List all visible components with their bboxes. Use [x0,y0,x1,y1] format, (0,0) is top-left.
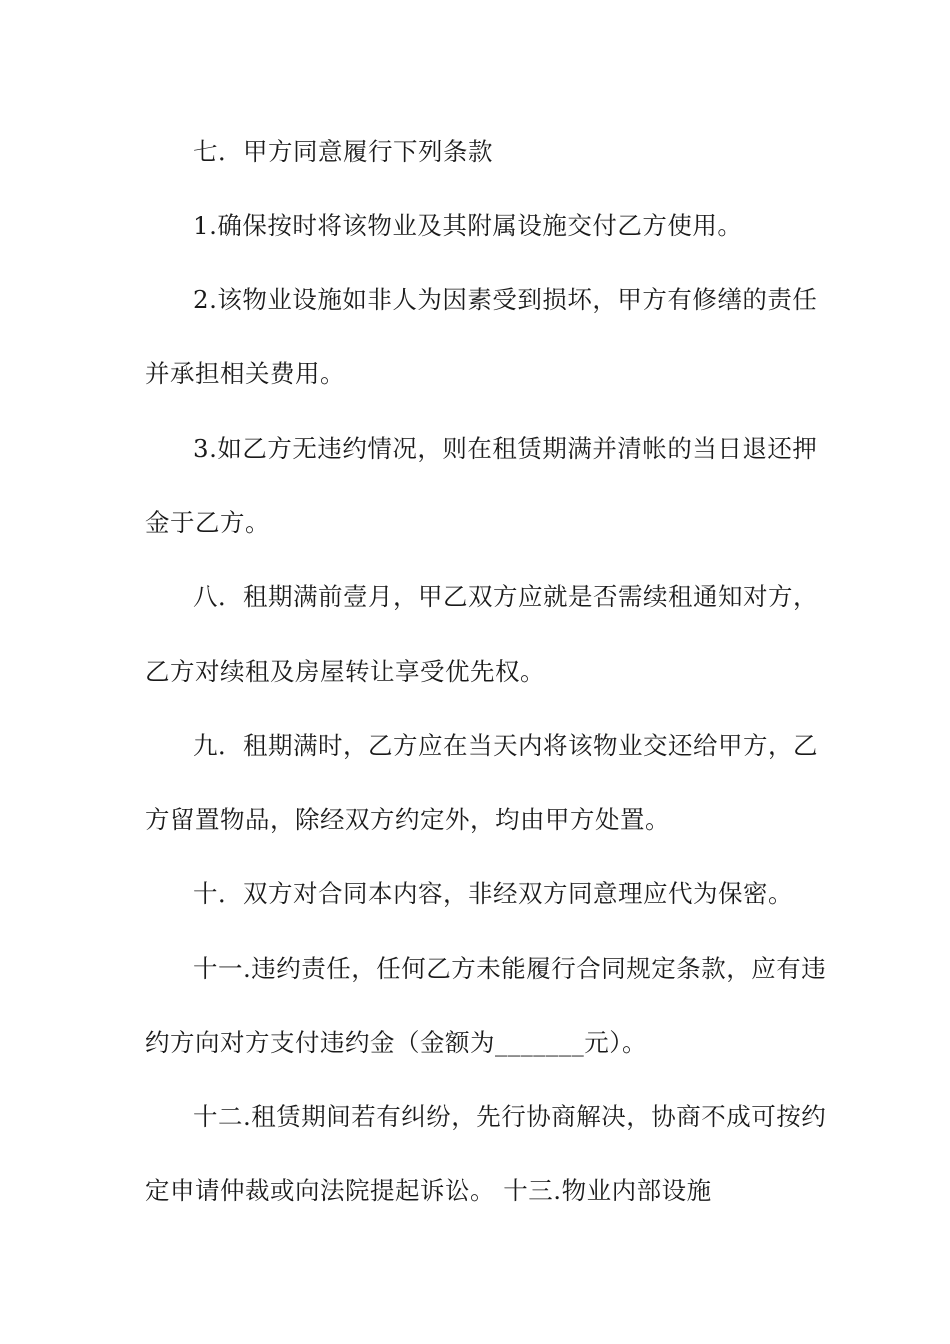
clause-11-line-2: 约方向对方支付违约金（金额为_______元）。 [145,1028,647,1057]
clause-8-line-1: 八．租期满前壹月，甲乙双方应就是否需续租通知对方， [193,582,818,611]
clause-7-item-2-line-2: 并承担相关费用。 [145,359,345,388]
clause-12-line-2: 定申请仲裁或向法院提起诉讼。 十三.物业内部设施 [145,1176,712,1205]
clause-9-line-1: 九．租期满时，乙方应在当天内将该物业交还给甲方，乙 [193,731,818,760]
clause-7-item-3-line-2: 金于乙方。 [145,508,270,537]
clause-11-line-1: 十一.违约责任，任何乙方未能履行合同规定条款，应有违 [193,954,827,983]
clause-10: 十．双方对合同本内容，非经双方同意理应代为保密。 [193,879,793,908]
clause-7-heading: 七．甲方同意履行下列条款 [193,137,493,166]
clause-7-item-3-line-1: 3.如乙方无违约情况，则在租赁期满并清帐的当日退还押 [193,434,818,463]
clause-8-line-2: 乙方对续租及房屋转让享受优先权。 [145,657,545,686]
clause-7-item-2-line-1: 2.该物业设施如非人为因素受到损坏，甲方有修缮的责任 [193,285,818,314]
clause-9-line-2: 方留置物品，除经双方约定外，均由甲方处置。 [145,805,670,834]
clause-7-item-1: 1.确保按时将该物业及其附属设施交付乙方使用。 [193,211,743,240]
clause-12-line-1: 十二.租赁期间若有纠纷，先行协商解决，协商不成可按约 [193,1102,827,1131]
